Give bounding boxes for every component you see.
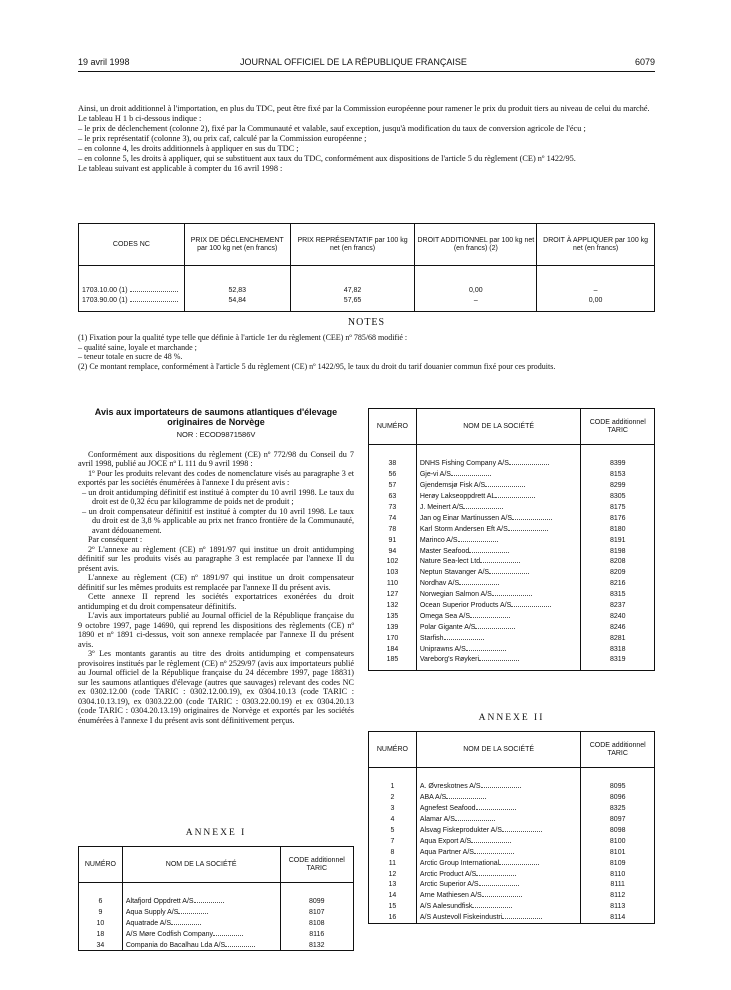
table-cell: 1703.10.00 (1) (82, 287, 128, 294)
table-row (369, 792, 655, 803)
company-name: Gje-vi A/S (419, 471, 451, 479)
table-row (369, 524, 655, 535)
company-name: Aquatrade A/S (125, 920, 172, 928)
table-cell-company (416, 567, 581, 578)
column-header: PRIX DE DÉCLENCHEMENT par 100 kg net (en francs) (184, 224, 290, 266)
table-row (369, 912, 655, 923)
avis-section (78, 407, 354, 725)
table-cell-code: 8109 (581, 858, 655, 869)
table-cell-company (416, 502, 581, 513)
column-header: NUMÉRO (79, 847, 123, 883)
avis-paragraph: – un droit compensateur définitif est institué à compter du 10 avril 1998. Le taux du droit est de 3,8 % applicable au prix net franco frontière de la Communauté, avant dédouanement. (82, 506, 354, 535)
leader-dots (485, 486, 525, 487)
leader-dots (451, 475, 491, 476)
table-row (369, 459, 655, 470)
table-row (79, 918, 354, 929)
table-cell-company (416, 847, 581, 858)
company-name: Aqua Partner A/S (419, 848, 474, 856)
table-cell-code: 8216 (581, 578, 655, 589)
column-header: NUMÉRO (369, 409, 417, 445)
leader-dots (502, 831, 542, 832)
leader-dots (509, 464, 549, 465)
column-header: CODE additionnel TARIC (581, 409, 655, 445)
table-cell-number: 170 (386, 634, 399, 642)
table-cell-code: 8100 (581, 836, 655, 847)
table-cell-code: 8116 (280, 929, 353, 940)
table-cell: 1703.90.00 (1) (82, 297, 128, 304)
leader-dots (489, 573, 529, 574)
table-cell-code: 8096 (581, 792, 655, 803)
company-name: Alamar A/S (419, 816, 455, 824)
table-row (369, 546, 655, 557)
leader-dots (178, 913, 208, 914)
table-cell-code: 8399 (581, 459, 655, 470)
table-cell-company (416, 524, 581, 535)
table-cell-number: 63 (388, 493, 397, 501)
table-cell-company (416, 633, 581, 644)
table-cell-code: 8180 (581, 524, 655, 535)
table-cell-number: 8 (390, 848, 395, 856)
table-cell-company (416, 803, 581, 814)
header-rule (78, 71, 655, 72)
table-cell-number: 1 (390, 783, 395, 791)
table-row (369, 880, 655, 891)
company-name: Agnefest Seafood (419, 805, 476, 813)
header-date: 19 avril 1998 (78, 57, 130, 67)
company-name: Nordhav A/S (419, 580, 460, 588)
note-1: (1) Fixation pour la qualité type telle que définie à l'article 1er du règlement (CEE) nº 785/68 modifié : (78, 333, 408, 342)
leader-dots (469, 552, 509, 553)
table-cell-company (416, 869, 581, 880)
table-cell-code: 8112 (581, 890, 655, 901)
table-cell-code: 8198 (581, 546, 655, 557)
table-cell-company (416, 491, 581, 502)
table-cell-code: 8099 (280, 897, 353, 908)
intro-list-lead: Le tableau H 1 b ci-dessous indique : (78, 114, 202, 123)
company-name: Arne Mathiesen A/S (419, 892, 482, 900)
company-name: Neptun Stavanger A/S (419, 569, 490, 577)
table-cell-code: 8111 (581, 880, 655, 891)
table-cell-company (122, 918, 280, 929)
company-name: Alsvag Fiskeprodukter A/S (419, 827, 502, 834)
table-row (79, 897, 354, 908)
table-cell: – (537, 286, 655, 296)
table-cell-company (416, 535, 581, 546)
table-cell-code: 8110 (581, 869, 655, 880)
company-name: A. Øvreskotnes A/S (419, 783, 481, 791)
leader-dots (482, 896, 522, 897)
column-header: CODES NC (79, 224, 185, 266)
table-cell-company (416, 825, 581, 836)
leader-dots (479, 885, 519, 886)
table-row (369, 578, 655, 589)
table-cell-code: 8098 (581, 825, 655, 836)
table-cell-code: 8114 (581, 912, 655, 923)
table-cell-code: 8237 (581, 600, 655, 611)
table-cell: 52,83 (184, 286, 290, 296)
header-journal: JOURNAL OFFICIEL DE LA RÉPUBLIQUE FRANÇAISE (240, 57, 467, 67)
company-name: Arctic Product A/S (419, 870, 477, 878)
table-cell: 54,84 (184, 296, 290, 306)
table-cell-number: 110 (386, 580, 398, 588)
intro-list-item: – le prix représentatif (colonne 3), ou prix caf, calculé par la Commission européenne ; (78, 134, 367, 143)
table-cell-number: 127 (386, 591, 399, 599)
company-name: Arctic Superior A/S (419, 881, 479, 889)
table-row (369, 633, 655, 644)
company-name: Compania do Bacalhau Lda A/S (125, 941, 226, 949)
table-cell-number: 14 (388, 892, 397, 900)
table-cell-company (416, 782, 581, 793)
company-name: DNHS Fishing Company A/S (419, 460, 509, 468)
annexe-1-table-right (368, 408, 655, 671)
table-cell-number: 34 (96, 941, 105, 949)
table-cell-company (122, 897, 280, 908)
avis-paragraph: L'annexe au règlement (CE) nº 1891/97 qui institue un droit compensateur définitif sur les mêmes produits est remplacée par l'annexe II du présent avis. (78, 573, 354, 592)
annexe-1-title: ANNEXE I (185, 828, 247, 838)
leader-dots (463, 508, 503, 509)
table-row (369, 491, 655, 502)
avis-paragraph: 2º L'annexe au règlement (CE) nº 1891/97 qui institue un droit antidumping définitif sur les produits visés au paragraphe 3 est remplacée par l'annexe II du présent avis. (78, 544, 354, 573)
table-cell-company (416, 578, 581, 589)
company-name: Uniprawns A/S (419, 645, 466, 653)
intro-paragraph: Ainsi, un droit additionnel à l'importation, en plus du TDC, peut être fixé par la Commission européenne pour ramener le prix du produit tiers au niveau de celui du marché. (78, 104, 650, 113)
table-cell-code: 8325 (581, 803, 655, 814)
table-cell-number: 12 (388, 870, 397, 878)
table-cell-number: 4 (390, 816, 395, 824)
company-name: Herøy Lakseoppdrett AL (419, 493, 496, 501)
company-name: A/S Austevoll Fiskeindustri (419, 913, 503, 921)
table-cell-company (416, 546, 581, 557)
leader-dots (466, 650, 506, 651)
table-cell-number: 73 (388, 504, 397, 511)
table-row (369, 814, 655, 825)
column-header: DROIT ADDITIONNEL par 100 kg net (en francs) (2) (415, 224, 537, 266)
table-cell-code: 8101 (581, 847, 655, 858)
company-name: Arctic Group International (419, 859, 500, 867)
column-header: CODE additionnel TARIC (280, 847, 353, 883)
avis-paragraph: Conformément aux dispositions du règlement (CE) nº 772/98 du Conseil du 7 avril 1998, publié au JOCE nº L 111 du 9 avril 1998 : (78, 449, 354, 468)
intro-list-item: – le prix de déclenchement (colonne 2), fixé par la Communauté et valable, sauf exception, jusqu'à modification du taux de conversion agricole de l'écu ; (78, 124, 586, 133)
table-row (369, 557, 655, 568)
table-cell-number: 15 (388, 903, 397, 911)
table-row (369, 611, 655, 622)
company-name: Polar Gigante A/S (419, 623, 476, 631)
table-cell-company (122, 929, 280, 940)
table-cell-company (416, 890, 581, 901)
column-header: NOM DE LA SOCIÉTÉ (122, 847, 280, 883)
table-cell-number: 57 (388, 482, 397, 490)
note-1b: – teneur totale en sucre de 48 %. (78, 352, 183, 362)
company-name: J. Meinert A/S (419, 504, 464, 511)
table-cell-number: 103 (386, 569, 399, 577)
leader-dots (225, 946, 255, 947)
table-cell-code: 8315 (581, 589, 655, 600)
leader-dots (194, 902, 224, 903)
table-row (369, 480, 655, 491)
table-cell-company (416, 611, 581, 622)
table-row (369, 836, 655, 847)
table-cell-number: 6 (98, 898, 103, 906)
table-cell-code: 8191 (581, 535, 655, 546)
table-cell-company (416, 469, 581, 480)
leader-dots (458, 541, 498, 542)
leader-dots (455, 820, 495, 821)
table-row (369, 890, 655, 901)
table-row (79, 929, 354, 940)
table-row (369, 567, 655, 578)
company-name: Starfish (419, 634, 444, 642)
table-cell-number: 56 (388, 471, 397, 479)
table-cell-code: 8113 (581, 901, 655, 912)
table-cell-code: 8240 (581, 611, 655, 622)
table-cell-company (416, 655, 581, 666)
column-header: NOM DE LA SOCIÉTÉ (416, 409, 581, 445)
leader-dots (481, 787, 521, 788)
company-name: ABA A/S (419, 794, 447, 802)
table-row (369, 803, 655, 814)
leader-dots (470, 617, 510, 618)
table-cell-code: 8209 (581, 567, 655, 578)
leader-dots (511, 606, 551, 607)
header-page-number: 6079 (634, 57, 655, 67)
table-cell-company (416, 814, 581, 825)
leader-dots (472, 907, 512, 908)
company-name: Master Seafood (419, 547, 470, 555)
avis-paragraph: 1º Pour les produits relevant des codes de nomenclature visés au paragraphe 3 et exportés par les sociétés énumérées à l'annexe I du présent avis : (78, 468, 354, 487)
company-name: A/S Aalesundfisk (419, 903, 473, 911)
company-name: Aqua Supply A/S (125, 909, 179, 917)
table-cell-company (416, 480, 581, 491)
table-cell-company (416, 557, 581, 568)
leader-dots (508, 530, 548, 531)
leader-dots (446, 798, 486, 799)
leader-dots (492, 595, 532, 596)
intro-section (78, 104, 655, 174)
table-cell-code: 8095 (581, 782, 655, 793)
leader-dots (213, 935, 243, 936)
notes-section (78, 333, 655, 371)
table-cell-number: 16 (388, 913, 397, 921)
table-row (79, 286, 655, 296)
note-2: (2) Ce montant remplace, conformément à l'article 5 du règlement (CE) nº 1422/95, le taux du droit du tarif douanier commun fixé pour ces produits. (78, 361, 556, 371)
note-1a: – qualité saine, loyale et marchande ; (78, 342, 197, 352)
notes-title: NOTES (347, 317, 386, 328)
intro-list-item: – en colonne 4, les droits additionnels à appliquer en sus du TDC ; (78, 144, 299, 153)
price-table (78, 223, 655, 312)
company-name: Nature Sea-lect Ltd (419, 558, 481, 566)
table-row (369, 502, 655, 513)
company-name: Omega Sea A/S (419, 612, 471, 620)
leader-dots (475, 628, 515, 629)
avis-nor: NOR : ECOD9871586V (176, 430, 256, 439)
company-name: Ocean Superior Products A/S (419, 602, 512, 610)
table-row (369, 589, 655, 600)
table-cell-number: 91 (388, 536, 397, 544)
table-cell-number: 10 (96, 920, 105, 928)
avis-paragraph: Par conséquent : (88, 535, 143, 544)
table-row (369, 901, 655, 912)
leader-dots (495, 497, 535, 498)
table-cell-code: 8175 (581, 502, 655, 513)
table-cell-company (416, 513, 581, 524)
table-cell-code: 8107 (280, 907, 353, 918)
table-cell-number: 5 (390, 827, 395, 834)
table-cell-number: 2 (390, 794, 395, 802)
table-cell-company (416, 589, 581, 600)
leader-dots (502, 918, 542, 919)
leader-dots (512, 519, 552, 520)
table-cell-number: 38 (388, 460, 397, 468)
annexe-2-table (368, 731, 655, 924)
table-cell-company (416, 792, 581, 803)
company-name: Marinco A/S (419, 536, 458, 544)
table-cell-company (416, 836, 581, 847)
table-row (369, 858, 655, 869)
table-cell-code: 8246 (581, 622, 655, 633)
table-row (369, 644, 655, 655)
table-cell-number: 94 (388, 547, 397, 555)
avis-paragraph: – un droit antidumping définitif est institué à compter du 10 avril 1998. Le taux du droit est de 0,32 écu par kilogramme de poids net de produit ; (82, 487, 354, 506)
table-row (369, 535, 655, 546)
column-header: CODE additionnel TARIC (581, 732, 655, 768)
intro-applicable: Le tableau suivant est applicable à compter du 16 avril 1998 : (78, 164, 283, 173)
table-cell: 0,00 (415, 286, 537, 296)
table-cell-number: 7 (390, 837, 395, 845)
table-cell-company (416, 880, 581, 891)
table-cell-number: 78 (388, 525, 397, 533)
company-name: A/S Møre Codfish Company (125, 931, 214, 939)
page-header (78, 57, 655, 71)
table-cell-company (416, 644, 581, 655)
leader-dots (171, 924, 201, 925)
table-cell-number: 139 (386, 623, 399, 631)
table-row (369, 513, 655, 524)
table-cell-company (416, 600, 581, 611)
table-cell-number: 185 (386, 656, 399, 664)
table-cell-number: 13 (388, 881, 397, 889)
company-name: Jan og Einar Martinussen A/S (419, 514, 513, 522)
table-cell-code: 8108 (280, 918, 353, 929)
table-cell: 57,65 (290, 296, 415, 306)
leader-dots (479, 660, 519, 661)
leader-dots (476, 809, 516, 810)
table-cell-number: 18 (96, 931, 105, 939)
avis-paragraph: L'avis aux importateurs publié au Journal officiel de la République française du 9 octobre 1997, page 14690, qui reprend les dispositions des règlements (CE) nº 1890 et nº 1891 ci-dessus, voit son annexe remplacée par l'annexe II du présent avis. (78, 611, 354, 649)
leader-dots (459, 584, 499, 585)
table-cell-code: 8176 (581, 513, 655, 524)
table-row (369, 825, 655, 836)
table-cell-company (416, 912, 581, 923)
column-header: NUMÉRO (369, 732, 417, 768)
table-cell-code: 8132 (280, 940, 353, 951)
table-cell-number: 74 (388, 514, 397, 522)
leader-dots (499, 864, 539, 865)
table-cell-code: 8319 (581, 655, 655, 666)
table-cell-company (416, 459, 581, 470)
table-row (369, 782, 655, 793)
table-row (369, 655, 655, 666)
company-name: Aqua Export A/S (419, 837, 472, 845)
avis-paragraph: Cette annexe II reprend les sociétés exportatrices exonérées du droit antidumping et du droit compensateur définitifs. (78, 592, 354, 611)
table-cell-company (416, 901, 581, 912)
table-cell: 47,82 (290, 286, 415, 296)
intro-list-item: – en colonne 5, les droits à appliquer, qui se substituent aux taux du TDC, conformément aux dispositions de l'article 5 du règlement (CE) nº 1422/95. (78, 154, 576, 163)
company-name: Norwegian Salmon A/S (419, 591, 492, 599)
table-row (79, 296, 655, 306)
table-cell-code: 8305 (581, 491, 655, 502)
leader-dots (480, 562, 520, 563)
table-cell-number: 11 (388, 859, 397, 867)
table-cell-code: 8153 (581, 469, 655, 480)
table-row (79, 940, 354, 951)
table-cell-number: 102 (386, 558, 399, 566)
column-header: NOM DE LA SOCIÉTÉ (416, 732, 581, 768)
table-row (369, 622, 655, 633)
table-row (369, 469, 655, 480)
table-cell-code: 8208 (581, 557, 655, 568)
annexe-1-table-left (78, 846, 354, 951)
table-row (369, 600, 655, 611)
company-name: Gjendemsjø Fisk A/S (419, 482, 486, 490)
table-cell-company (122, 907, 280, 918)
table-cell-code: 8299 (581, 480, 655, 491)
company-name: Vareborg's Røykeri (419, 656, 479, 664)
table-cell: 0,00 (537, 296, 655, 306)
column-header: PRIX REPRÉSENTATIF par 100 kg net (en francs) (290, 224, 415, 266)
table-cell-number: 184 (386, 645, 399, 653)
table-row (369, 869, 655, 880)
table-cell: – (415, 296, 537, 306)
leader-dots (444, 639, 484, 640)
company-name: Altafjord Oppdrett A/S (125, 898, 194, 906)
avis-title: Avis aux importateurs de saumons atlantiques d'élevage originaires de Norvège (94, 407, 338, 427)
leader-dots (471, 842, 511, 843)
table-cell-code: 8097 (581, 814, 655, 825)
annexe-2-title: ANNEXE II (478, 713, 545, 723)
leader-dots (476, 875, 516, 876)
leader-dots (474, 853, 514, 854)
table-cell-company (416, 622, 581, 633)
company-name: Karl Storm Andersen Eft A/S (419, 525, 508, 533)
table-cell-code: 8281 (581, 633, 655, 644)
column-header: DROIT À APPLIQUER par 100 kg net (en francs) (537, 224, 655, 266)
table-row (79, 907, 354, 918)
table-cell-number: 132 (386, 602, 399, 610)
table-cell-code: 8318 (581, 644, 655, 655)
avis-paragraph: 3º Les montants garantis au titre des droits antidumping et compensateurs provisoires institués par le règlement (CE) nº 2529/97 (avis aux importateurs publié au Journal officiel de la République française du 24 décembre 1997, page 18831) sur les saumons atlantiques d'élevage (autres que sauvages) relevant des codes NC ex 0302.12.00 (code TARIC : 0302.12.00.19), ex 0304.10.13 (code TARIC : 0304.10.13.19), ex 0303.22.00 (code TARIC : 0303.22.00.19) et ex 0304.20.13 (code TARIC : 0304.20.13.19) originaires de Norvège et exportés par les sociétés énumérées à l'annexe I du présent avis sont définitivement perçus. (78, 649, 354, 725)
table-cell-number: 3 (390, 805, 395, 813)
table-cell-number: 135 (386, 612, 399, 620)
table-cell-company (122, 940, 280, 951)
table-cell-company (416, 858, 581, 869)
table-row (369, 847, 655, 858)
table-cell-number: 9 (98, 909, 103, 917)
